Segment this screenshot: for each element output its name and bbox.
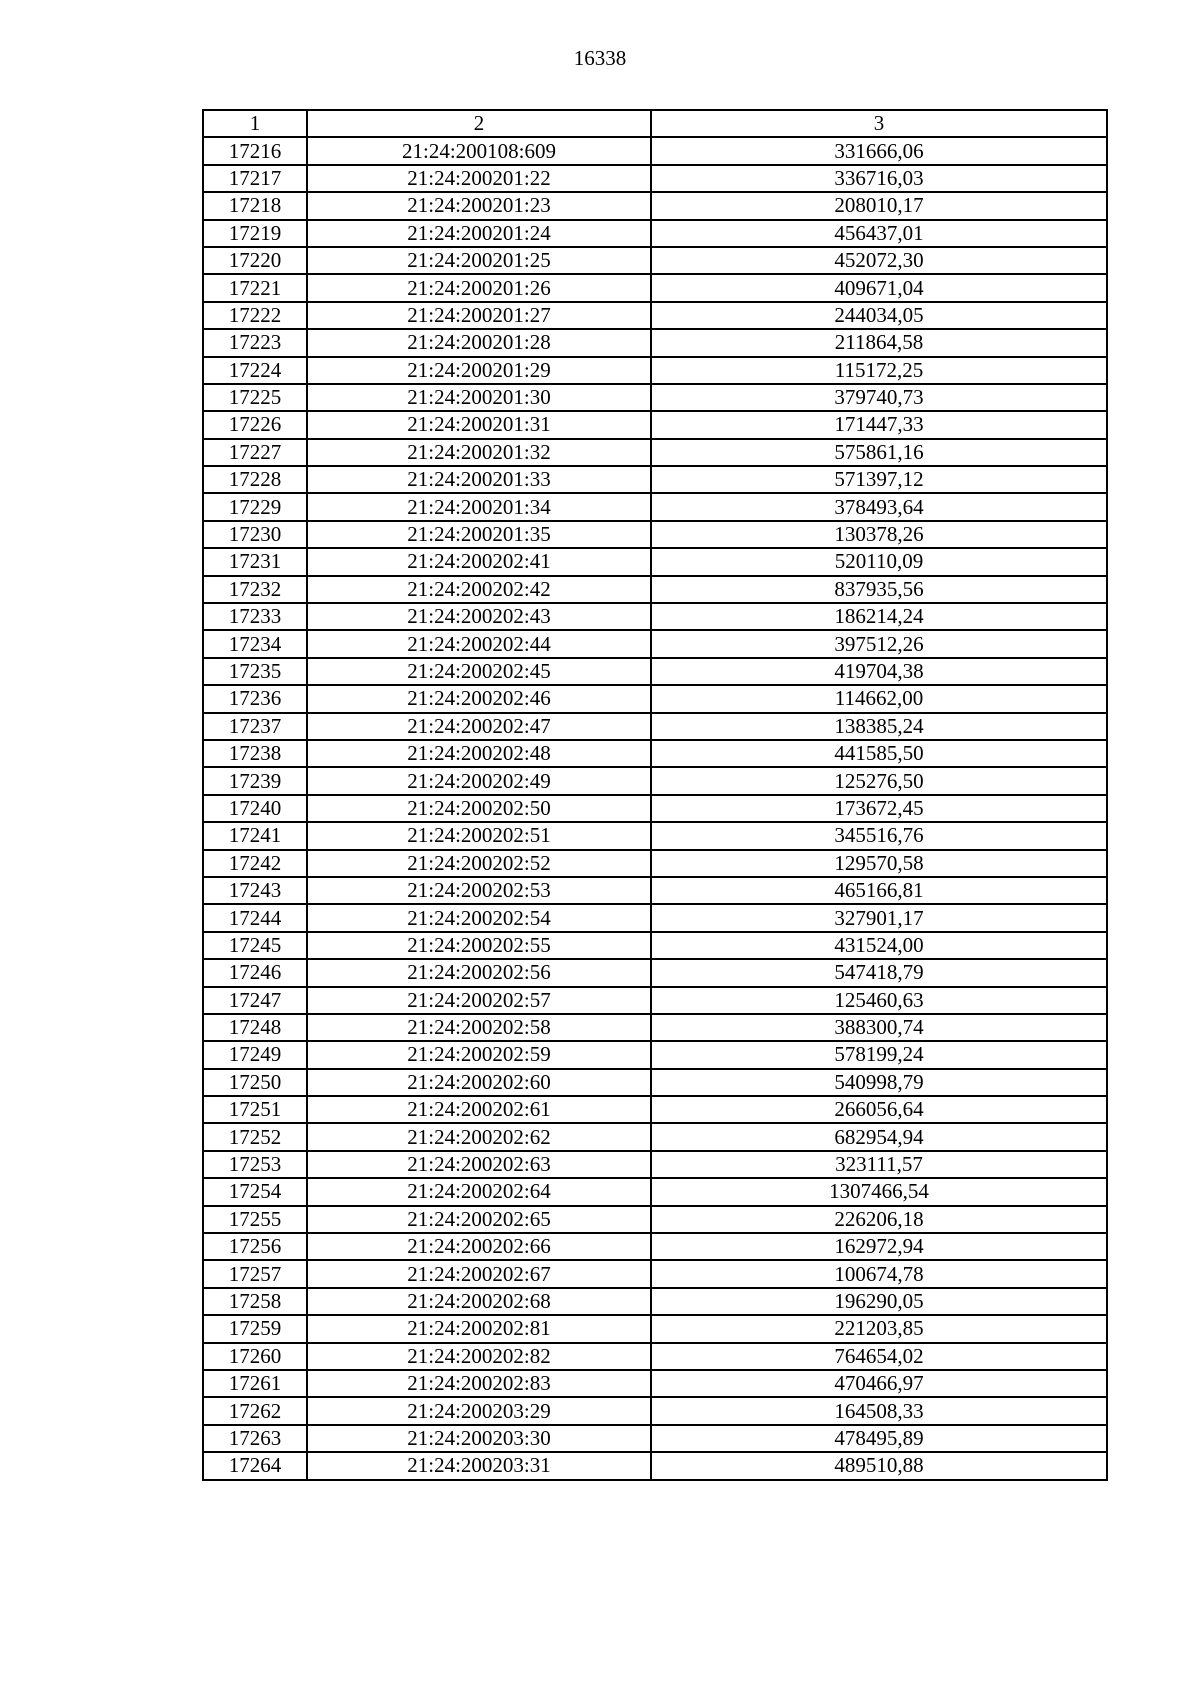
row-number-cell: 17260 — [203, 1343, 307, 1370]
table-row — [203, 137, 1107, 164]
value-cell: 130378,26 — [651, 521, 1107, 548]
value-cell: 244034,05 — [651, 302, 1107, 329]
row-number-cell: 17228 — [203, 466, 307, 493]
row-number-cell: 17246 — [203, 959, 307, 986]
cadastral-number-cell: 21:24:200202:63 — [307, 1151, 651, 1178]
cadastral-number-cell: 21:24:200201:33 — [307, 466, 651, 493]
cadastral-number-cell: 21:24:200202:82 — [307, 1343, 651, 1370]
cadastral-number-cell: 21:24:200202:81 — [307, 1315, 651, 1342]
table-row — [203, 576, 1107, 603]
table-row — [203, 439, 1107, 466]
value-cell: 409671,04 — [651, 274, 1107, 301]
value-cell: 266056,64 — [651, 1096, 1107, 1123]
cadastral-number-cell: 21:24:200108:609 — [307, 137, 651, 164]
cadastral-number-cell: 21:24:200202:48 — [307, 740, 651, 767]
row-number-cell: 17239 — [203, 767, 307, 794]
value-cell: 186214,24 — [651, 603, 1107, 630]
table-row — [203, 1343, 1107, 1370]
cadastral-number-cell: 21:24:200201:29 — [307, 357, 651, 384]
row-number-cell: 17258 — [203, 1288, 307, 1315]
value-cell: 419704,38 — [651, 658, 1107, 685]
value-cell: 211864,58 — [651, 329, 1107, 356]
table-row — [203, 1370, 1107, 1397]
cadastral-number-cell: 21:24:200201:34 — [307, 493, 651, 520]
value-cell: 125276,50 — [651, 767, 1107, 794]
table-row — [203, 1206, 1107, 1233]
value-cell: 336716,03 — [651, 165, 1107, 192]
value-cell: 125460,63 — [651, 987, 1107, 1014]
table-row — [203, 1069, 1107, 1096]
table-row — [203, 959, 1107, 986]
row-number-cell: 17225 — [203, 384, 307, 411]
value-cell: 470466,97 — [651, 1370, 1107, 1397]
value-cell: 397512,26 — [651, 630, 1107, 657]
table-row — [203, 1178, 1107, 1205]
cadastral-number-cell: 21:24:200201:26 — [307, 274, 651, 301]
value-cell: 208010,17 — [651, 192, 1107, 219]
value-cell: 388300,74 — [651, 1014, 1107, 1041]
value-cell: 378493,64 — [651, 493, 1107, 520]
row-number-cell: 17238 — [203, 740, 307, 767]
cadastral-number-cell: 21:24:200201:27 — [307, 302, 651, 329]
row-number-cell: 17222 — [203, 302, 307, 329]
table-row — [203, 1315, 1107, 1342]
table-row — [203, 630, 1107, 657]
row-number-cell: 17255 — [203, 1206, 307, 1233]
cadastral-number-cell: 21:24:200202:58 — [307, 1014, 651, 1041]
value-cell: 441585,50 — [651, 740, 1107, 767]
value-cell: 575861,16 — [651, 439, 1107, 466]
row-number-cell: 17243 — [203, 877, 307, 904]
value-cell: 379740,73 — [651, 384, 1107, 411]
cadastral-number-cell: 21:24:200202:42 — [307, 576, 651, 603]
value-cell: 173672,45 — [651, 795, 1107, 822]
table-row — [203, 1452, 1107, 1479]
value-cell: 452072,30 — [651, 247, 1107, 274]
table-row — [203, 904, 1107, 931]
value-cell: 571397,12 — [651, 466, 1107, 493]
table-row — [203, 247, 1107, 274]
table-row — [203, 658, 1107, 685]
row-number-cell: 17234 — [203, 630, 307, 657]
table-row — [203, 329, 1107, 356]
row-number-cell: 17251 — [203, 1096, 307, 1123]
table-row — [203, 1233, 1107, 1260]
cadastral-number-cell: 21:24:200202:68 — [307, 1288, 651, 1315]
table-row — [203, 987, 1107, 1014]
table-row — [203, 1014, 1107, 1041]
row-number-cell: 17227 — [203, 439, 307, 466]
table-row — [203, 1151, 1107, 1178]
cadastral-number-cell: 21:24:200203:30 — [307, 1425, 651, 1452]
value-cell: 489510,88 — [651, 1452, 1107, 1479]
value-cell: 540998,79 — [651, 1069, 1107, 1096]
row-number-cell: 17224 — [203, 357, 307, 384]
value-cell: 226206,18 — [651, 1206, 1107, 1233]
table-row — [203, 384, 1107, 411]
value-cell: 221203,85 — [651, 1315, 1107, 1342]
table-row — [203, 165, 1107, 192]
value-cell: 171447,33 — [651, 411, 1107, 438]
table-row — [203, 493, 1107, 520]
cadastral-number-cell: 21:24:200202:50 — [307, 795, 651, 822]
table-row — [203, 192, 1107, 219]
cadastral-number-cell: 21:24:200201:30 — [307, 384, 651, 411]
value-cell: 100674,78 — [651, 1260, 1107, 1287]
column-header: 1 — [203, 110, 307, 137]
cadastral-number-cell: 21:24:200202:64 — [307, 1178, 651, 1205]
cadastral-number-cell: 21:24:200202:83 — [307, 1370, 651, 1397]
value-cell: 114662,00 — [651, 685, 1107, 712]
value-cell: 520110,09 — [651, 548, 1107, 575]
value-cell: 331666,06 — [651, 137, 1107, 164]
row-number-cell: 17254 — [203, 1178, 307, 1205]
table-row — [203, 1123, 1107, 1150]
cadastral-number-cell: 21:24:200202:41 — [307, 548, 651, 575]
column-header: 3 — [651, 110, 1107, 137]
table-row — [203, 1041, 1107, 1068]
table-row — [203, 411, 1107, 438]
value-cell: 345516,76 — [651, 822, 1107, 849]
cadastral-number-cell: 21:24:200202:43 — [307, 603, 651, 630]
cadastral-number-cell: 21:24:200201:31 — [307, 411, 651, 438]
table-row — [203, 302, 1107, 329]
value-cell: 327901,17 — [651, 904, 1107, 931]
row-number-cell: 17237 — [203, 713, 307, 740]
cadastral-number-cell: 21:24:200201:32 — [307, 439, 651, 466]
row-number-cell: 17264 — [203, 1452, 307, 1479]
cadastral-number-cell: 21:24:200202:67 — [307, 1260, 651, 1287]
cadastral-number-cell: 21:24:200201:23 — [307, 192, 651, 219]
row-number-cell: 17236 — [203, 685, 307, 712]
value-cell: 478495,89 — [651, 1425, 1107, 1452]
value-cell: 547418,79 — [651, 959, 1107, 986]
table-row — [203, 466, 1107, 493]
cadastral-number-cell: 21:24:200202:65 — [307, 1206, 651, 1233]
row-number-cell: 17257 — [203, 1260, 307, 1287]
row-number-cell: 17262 — [203, 1397, 307, 1424]
row-number-cell: 17259 — [203, 1315, 307, 1342]
row-number-cell: 17219 — [203, 220, 307, 247]
row-number-cell: 17256 — [203, 1233, 307, 1260]
value-cell: 196290,05 — [651, 1288, 1107, 1315]
value-cell: 164508,33 — [651, 1397, 1107, 1424]
table-row — [203, 274, 1107, 301]
row-number-cell: 17252 — [203, 1123, 307, 1150]
row-number-cell: 17230 — [203, 521, 307, 548]
page-number: 16338 — [573, 46, 627, 70]
cadastral-number-cell: 21:24:200201:24 — [307, 220, 651, 247]
table-row — [203, 850, 1107, 877]
table-row — [203, 932, 1107, 959]
table-header-row — [203, 110, 1107, 137]
cadastral-number-cell: 21:24:200202:54 — [307, 904, 651, 931]
table-row — [203, 1288, 1107, 1315]
row-number-cell: 17242 — [203, 850, 307, 877]
value-cell: 1307466,54 — [651, 1178, 1107, 1205]
row-number-cell: 17249 — [203, 1041, 307, 1068]
cadastral-number-cell: 21:24:200202:52 — [307, 850, 651, 877]
row-number-cell: 17248 — [203, 1014, 307, 1041]
row-number-cell: 17247 — [203, 987, 307, 1014]
cadastral-number-cell: 21:24:200202:51 — [307, 822, 651, 849]
row-number-cell: 17261 — [203, 1370, 307, 1397]
row-number-cell: 17263 — [203, 1425, 307, 1452]
table-row — [203, 795, 1107, 822]
cadastral-number-cell: 21:24:200202:53 — [307, 877, 651, 904]
cadastral-number-cell: 21:24:200202:49 — [307, 767, 651, 794]
table-row — [203, 822, 1107, 849]
row-number-cell: 17253 — [203, 1151, 307, 1178]
row-number-cell: 17231 — [203, 548, 307, 575]
value-cell: 115172,25 — [651, 357, 1107, 384]
cadastral-number-cell: 21:24:200202:61 — [307, 1096, 651, 1123]
cadastral-number-cell: 21:24:200201:35 — [307, 521, 651, 548]
value-cell: 682954,94 — [651, 1123, 1107, 1150]
row-number-cell: 17250 — [203, 1069, 307, 1096]
cadastral-number-cell: 21:24:200202:57 — [307, 987, 651, 1014]
row-number-cell: 17226 — [203, 411, 307, 438]
cadastral-number-cell: 21:24:200201:22 — [307, 165, 651, 192]
value-cell: 323111,57 — [651, 1151, 1107, 1178]
cadastral-number-cell: 21:24:200202:60 — [307, 1069, 651, 1096]
row-number-cell: 17216 — [203, 137, 307, 164]
row-number-cell: 17233 — [203, 603, 307, 630]
value-cell: 578199,24 — [651, 1041, 1107, 1068]
row-number-cell: 17240 — [203, 795, 307, 822]
value-cell: 465166,81 — [651, 877, 1107, 904]
cadastral-number-cell: 21:24:200202:62 — [307, 1123, 651, 1150]
table-row — [203, 877, 1107, 904]
row-number-cell: 17245 — [203, 932, 307, 959]
row-number-cell: 17217 — [203, 165, 307, 192]
table-row — [203, 740, 1107, 767]
cadastral-number-cell: 21:24:200202:46 — [307, 685, 651, 712]
table-row — [203, 1096, 1107, 1123]
row-number-cell: 17221 — [203, 274, 307, 301]
row-number-cell: 17229 — [203, 493, 307, 520]
row-number-cell: 17244 — [203, 904, 307, 931]
column-header: 2 — [307, 110, 651, 137]
value-cell: 129570,58 — [651, 850, 1107, 877]
table-row — [203, 357, 1107, 384]
table-row — [203, 713, 1107, 740]
table-row — [203, 767, 1107, 794]
cadastral-number-cell: 21:24:200203:29 — [307, 1397, 651, 1424]
table-row — [203, 603, 1107, 630]
value-cell: 456437,01 — [651, 220, 1107, 247]
table-row — [203, 685, 1107, 712]
row-number-cell: 17235 — [203, 658, 307, 685]
table-row — [203, 1260, 1107, 1287]
value-cell: 837935,56 — [651, 576, 1107, 603]
value-cell: 764654,02 — [651, 1343, 1107, 1370]
table-row — [203, 521, 1107, 548]
table-body — [203, 137, 1107, 1479]
cadastral-number-cell: 21:24:200202:56 — [307, 959, 651, 986]
cadastral-number-cell: 21:24:200202:45 — [307, 658, 651, 685]
cadastral-number-cell: 21:24:200201:25 — [307, 247, 651, 274]
row-number-cell: 17218 — [203, 192, 307, 219]
cadastral-number-cell: 21:24:200202:44 — [307, 630, 651, 657]
value-cell: 162972,94 — [651, 1233, 1107, 1260]
table-row — [203, 1397, 1107, 1424]
cadastral-number-cell: 21:24:200202:66 — [307, 1233, 651, 1260]
data-table — [202, 109, 1108, 1481]
row-number-cell: 17223 — [203, 329, 307, 356]
table-row — [203, 1425, 1107, 1452]
row-number-cell: 17232 — [203, 576, 307, 603]
cadastral-number-cell: 21:24:200203:31 — [307, 1452, 651, 1479]
value-cell: 138385,24 — [651, 713, 1107, 740]
cadastral-number-cell: 21:24:200201:28 — [307, 329, 651, 356]
table-row — [203, 220, 1107, 247]
cadastral-number-cell: 21:24:200202:55 — [307, 932, 651, 959]
table-row — [203, 548, 1107, 575]
row-number-cell: 17220 — [203, 247, 307, 274]
cadastral-number-cell: 21:24:200202:47 — [307, 713, 651, 740]
value-cell: 431524,00 — [651, 932, 1107, 959]
cadastral-number-cell: 21:24:200202:59 — [307, 1041, 651, 1068]
row-number-cell: 17241 — [203, 822, 307, 849]
